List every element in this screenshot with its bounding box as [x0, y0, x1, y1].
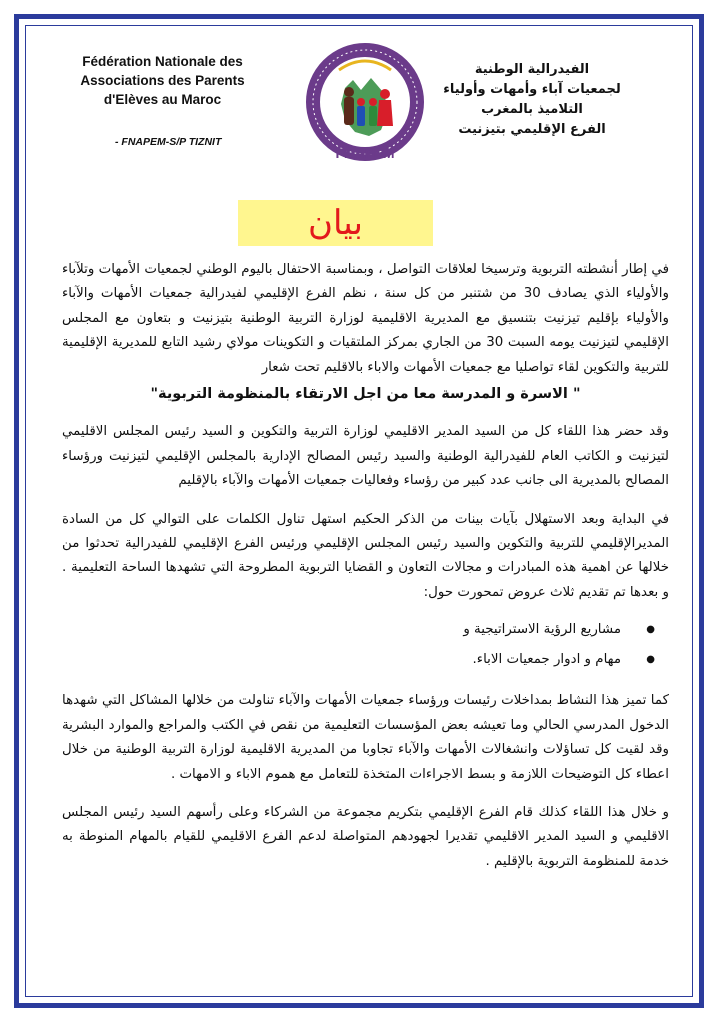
- paragraph-5: و خلال هذا اللقاء كذلك قام الفرع الإقليمي بتكريم مجموعة من الشركاء وعلى رأسهم السيد رئيس المجلس الاقليمي و السيد المدير الاقليمي تقديرا لجهودهم المتواصلة لدعم الفرع الاقليمي للقيام بالمهام المنوطة به خدمة للمنظومة التربوية بالإقليم .: [62, 804, 669, 869]
- french-header-line-2: Associations des Parents: [80, 73, 245, 88]
- slogan: " الاسرة و المدرسة معا من اجل الارتقاء بالمنظومة التربوية": [150, 386, 581, 403]
- title-banner: [238, 200, 433, 246]
- list-item: ● مهام و ادوار جمعيات الاباء.: [62, 645, 621, 675]
- arabic-header-line-1: الفيدرالية الوطنية: [474, 62, 590, 77]
- french-header-line-3: d'Elèves au Maroc: [103, 92, 222, 107]
- french-header-line-1: Fédération Nationale des: [82, 54, 243, 69]
- french-header: [60, 52, 265, 109]
- logo-text: [335, 145, 394, 161]
- fnapem-logo: [305, 40, 425, 200]
- topics-list: [62, 615, 669, 675]
- document-body: [62, 258, 669, 874]
- document-title: بيان: [307, 203, 364, 243]
- french-subheader: - FNAPEM-S/P TIZNIT: [115, 136, 222, 148]
- svg-text:FNAPEM: FNAPEM: [335, 145, 395, 161]
- paragraph-2: وقد حضر هذا اللقاء كل من السيد المدير الاقليمي لوزارة التربية والتكوين و السيد رئيس المجلس الاقليمي لتيزنيت و الكاتب العام للفيدرالية الوطنية والسيد رئيس المصالح الإدارية بالمجلس الإقليمي لتيزنيت ورؤساء المصالح بالمديرية الى جانب عدد كبير من رؤساء وفعاليات جمعيات الأمهات والآباء بالإقليم: [62, 424, 669, 489]
- arabic-header-line-2: لجمعيات آباء وأمهات وأولياء: [443, 82, 621, 97]
- arabic-header: [422, 60, 642, 140]
- paragraph-4: كما تميز هذا النشاط بمداخلات رئيسات ورؤساء جمعيات الأمهات والآباء تناولت من خلالها المشاكل التي شهدها الدخول المدرسي الحالي وما تعيشه بعض المؤسسات التعليمية من نقص في الكتب والمراجع والموارد البشرية وقد لقيت كل تساؤلات وانشغالات الأمهات والآباء تجاوبا من المديرية الاقليمية لوزارة التربية الوطنية من خلال اعطاء كل التوضيحات اللازمة و بسط الاجراءات المتخذة للتعامل مع هموم الاباء و الامهات .: [62, 693, 669, 782]
- arabic-header-line-3: التلاميذ بالمغرب: [481, 102, 583, 117]
- paragraph-3: في البداية وبعد الاستهلال بآيات بينات من الذكر الحكيم استهل تناول الكلمات على التوالي كل من السادة المديرالإقليمي للتربية والتكوين والسيد رئيس المجلس الإقليمي ورئيس الفرع الإقليمي للفيدرالية تحدثوا من خلالها عن اهمية هذه المبادرات و مجالات التعاون و القضايا التربوية المطروحة التي تشهدها الساحة التعليمية . و بعدها تم تقديم ثلاث عروض تمحورت حول:: [62, 511, 669, 600]
- paragraph-1: في إطار أنشطته التربوية وترسيخا لعلاقات التواصل ، وبمناسبة الاحتفال باليوم الوطني لجمعيات الأمهات وتلآباء والأولياء الذي يصادف 30 من شتنبر من كل سنة ، نظم الفرع الإقليمي لفيدرالية جمعيات الأمهات والآباء والأولياء بإقليم تيزنيت بتنسيق مع المديرية الاقليمية لوزارة التربية الوطنية بتيزنيت و بتعاون مع المجلس الإقليمي لتيزنيت يومه السبت 30 من الجاري بمركز الملتقيات و التكوينات مولاي رشيد التابع للمديرية الإقليمية للتربية والتكوين لقاء تواصليا مع جمعيات الأمهات والاباء بالاقليم تحت شعار: [62, 262, 669, 375]
- list-item: ● مشاريع الرؤية الاستراتيجية و: [62, 615, 621, 645]
- arabic-header-line-4: الفرع الإقليمي بتيزنيت: [458, 122, 606, 137]
